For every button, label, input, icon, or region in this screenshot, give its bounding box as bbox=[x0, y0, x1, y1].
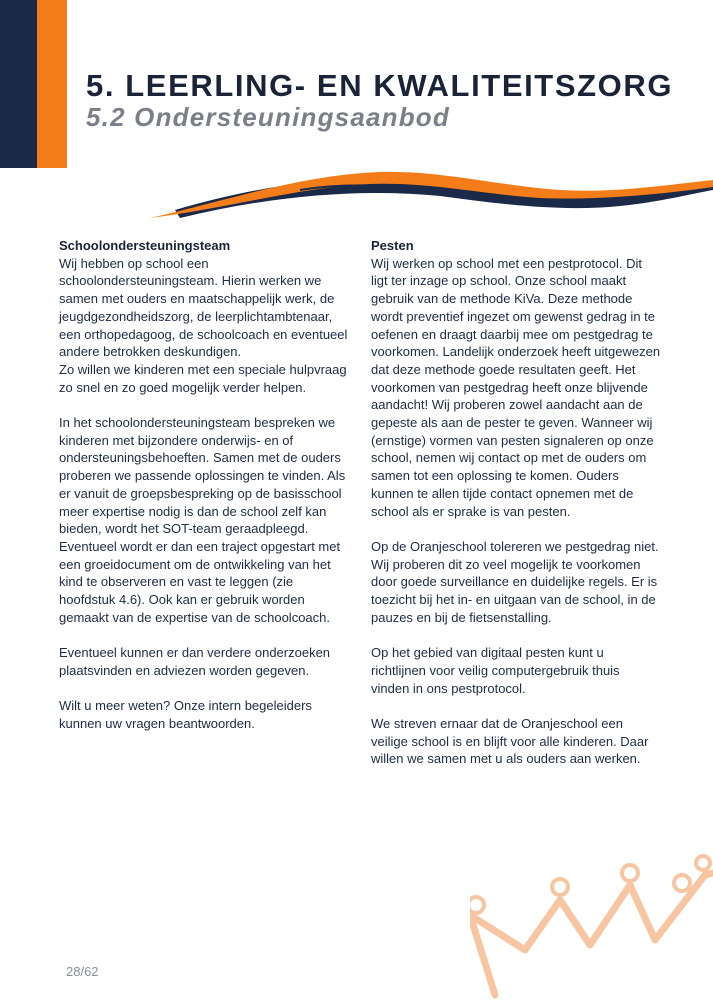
right-column bbox=[371, 237, 661, 786]
left-column-heading: Schoolondersteuningsteam bbox=[59, 238, 231, 253]
page-title: 5. LEERLING- EN KWALITEITSZORG bbox=[86, 68, 674, 103]
left-paragraph-2: In het schoolondersteuningsteam bespreken we kinderen met bijzondere onderwijs- en of ondersteuningsbehoeften. Samen met de ouders proberen we passende oplossingen te vinden. Als er vanuit de groepsbespreking op de basisschool meer expertise nodig is dan de school zelf kan bieden, wordt het SOT-team geraadpleegd. Eventueel wordt er dan een traject opgestart met een groeidocument om de ontwikkeling van het kind te observeren en vast te leggen (zie hoofdstuk 4.6). Ook kan er gebruik worden gemaakt van de expertise van de schoolcoach. bbox=[59, 415, 346, 625]
left-paragraph-1: Wij hebben op school een schoolondersteuningsteam. Hierin werken we samen met ouders en maatschappelijk werk, de jeugdgezondheidszorg, de leerplichtambtenaar, een orthopedagoog, de schoolcoach en eventueel andere betrokken deskundigen. Zo willen we kinderen met een speciale hulpvraag zo snel en zo goed mogelijk verder helpen. bbox=[59, 255, 348, 395]
page-number: 28/62 bbox=[66, 964, 99, 979]
left-paragraph-4: Wilt u meer weten? Onze intern begeleiders kunnen uw vragen beantwoorden. bbox=[59, 698, 312, 731]
left-column bbox=[59, 237, 349, 750]
section-subtitle: 5.2 Ondersteuningsaanbod bbox=[86, 102, 450, 132]
orange-accent-bar bbox=[37, 0, 67, 168]
right-paragraph-4: We streven ernaar dat de Oranjeschool een veilige school is en blijft voor alle kinderen. Daar willen we samen met u als ouders aan werken. bbox=[371, 715, 649, 767]
swoosh-decoration-icon bbox=[0, 160, 713, 230]
right-paragraph-2: Op de Oranjeschool tolereren we pestgedrag niet. Wij proberen dit zo veel mogelijk te voorkomen door goede surveillance en duidelijke regels. Er is toezicht bij het in- en uitgaan van de school, in de pauzes en bij de fietsenstalling. bbox=[371, 538, 659, 625]
right-paragraph-3: Op het gebied van digitaal pesten kunt u richtlijnen voor veilig computergebruik thuis vinden in ons pestprotocol. bbox=[371, 645, 620, 696]
crown-icon bbox=[470, 845, 713, 1000]
right-column-heading: Pesten bbox=[371, 238, 414, 253]
left-paragraph-3: Eventueel kunnen er dan verdere onderzoeken plaatsvinden en adviezen worden gegeven. bbox=[59, 645, 331, 678]
navy-accent-bar bbox=[0, 0, 37, 168]
right-paragraph-1: Wij werken op school met een pestprotocol. Dit ligt ter inzage op school. Onze school maakt gebruik van de methode KiVa. Deze methode wordt preventief ingezet om gewenst gedrag in te oefenen en draagt daarbij mee om pestgedrag te voorkomen. Landelijk onderzoek heeft uitgewezen dat deze methode goede resultaten geeft. Het voorkomen van pestgedrag heeft onze blijvende aandacht! Wij proberen zowel aandacht aan de gepeste als aan de pester te geven. Wanneer wij (ernstige) vormen van pesten signaleren op onze school, nemen wij contact op met de ouders om samen tot een oplossing te komen. Ouders kunnen te allen tijde contact opnemen met de school als er sprake is van pesten. bbox=[371, 255, 661, 519]
